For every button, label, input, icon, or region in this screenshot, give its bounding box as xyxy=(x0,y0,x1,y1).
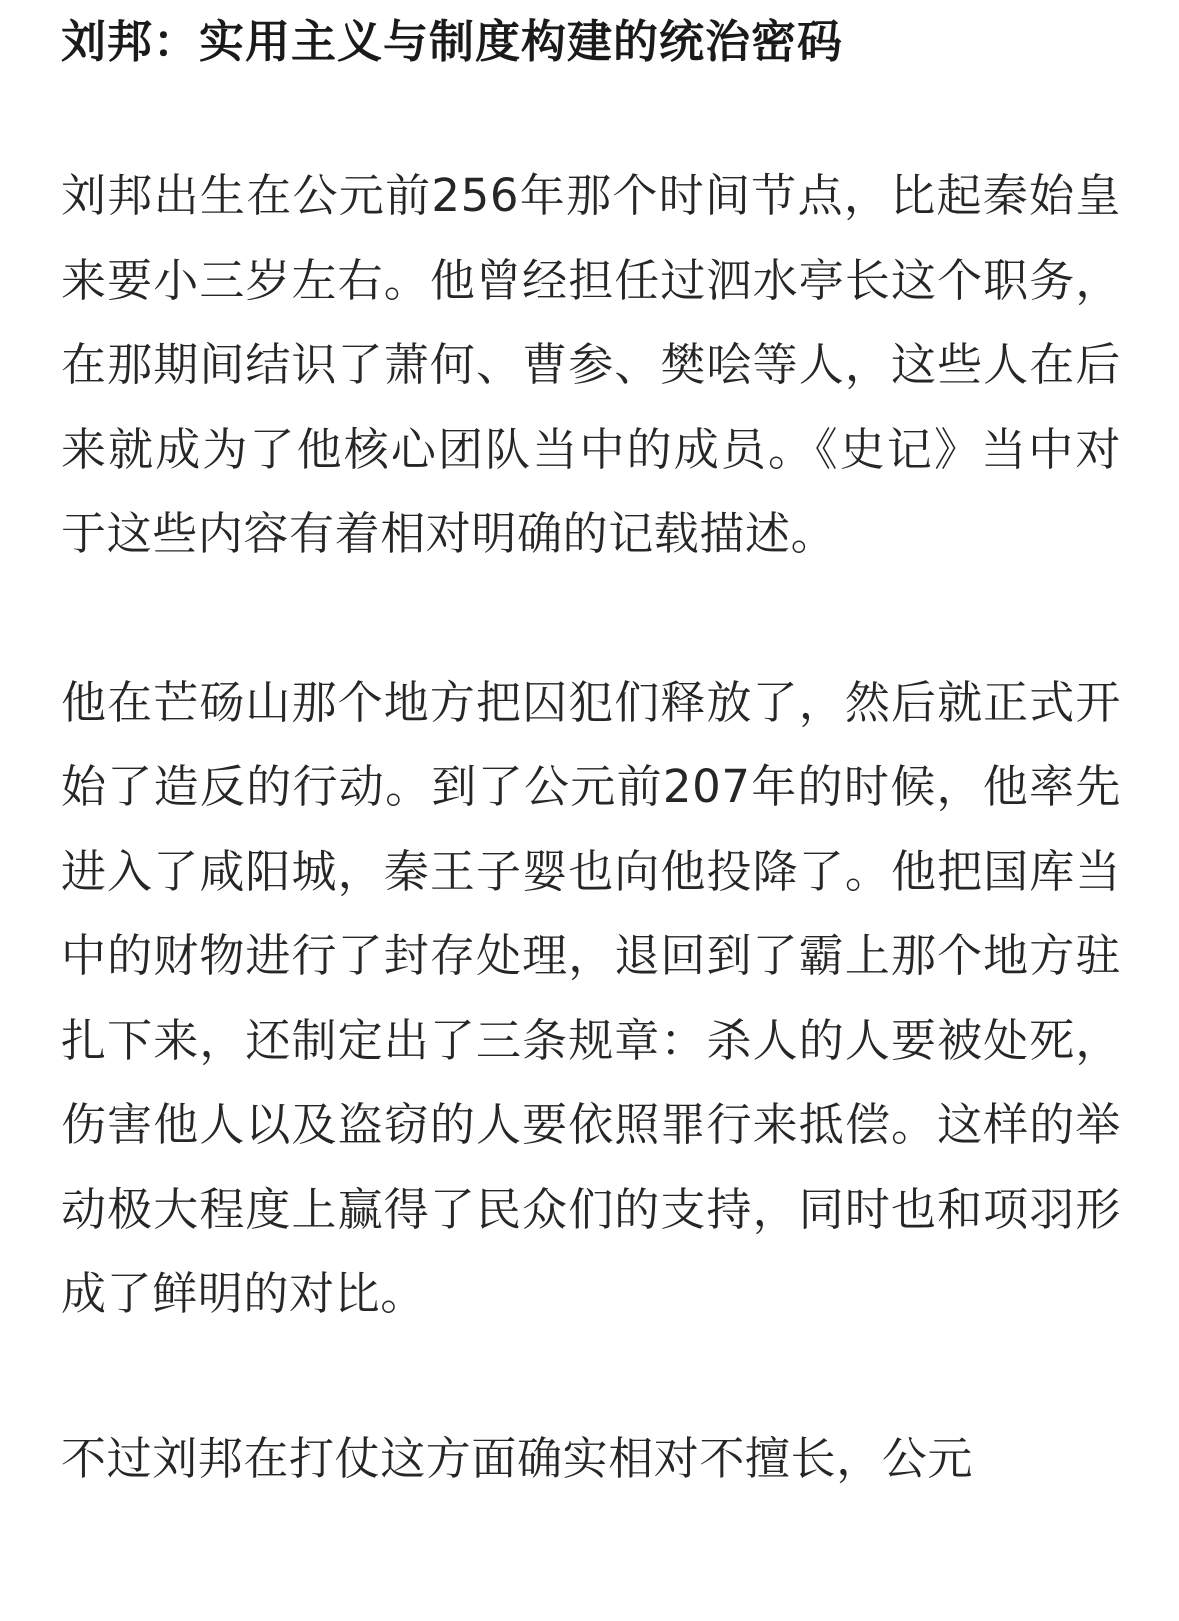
article-title: 刘邦：实用主义与制度构建的统治密码 xyxy=(61,15,844,68)
paragraph-1: 刘邦出生在公元前256年那个时间节点，比起秦始皇来要小三岁左右。他曾经担任过泗水亭长这个职务，在那期间结识了萧何、曹参、樊哙等人，这些人在后来就成为了他核心团队当中的成员。《史记》当中对于这些内容有着相对明确的记载描述。 xyxy=(61,169,1121,560)
paragraph-2: 他在芒砀山那个地方把囚犯们释放了，然后就正式开始了造反的行动。到了公元前207年的时候，他率先进入了咸阳城，秦王子婴也向他投降了。他把国库当中的财物进行了封存处理，退回到了霸上那个地方驻扎下来，还制定出了三条规章：杀人的人要被处死，伤害他人以及盗窃的人要依照罪行来抵偿。这样的举动极大程度上赢得了民众们的支持，同时也和项羽形成了鲜明的对比。 xyxy=(61,675,1121,1320)
article xyxy=(61,0,1121,1501)
paragraph-3: 不过刘邦在打仗这方面确实相对不擅长，公元 xyxy=(61,1431,974,1485)
